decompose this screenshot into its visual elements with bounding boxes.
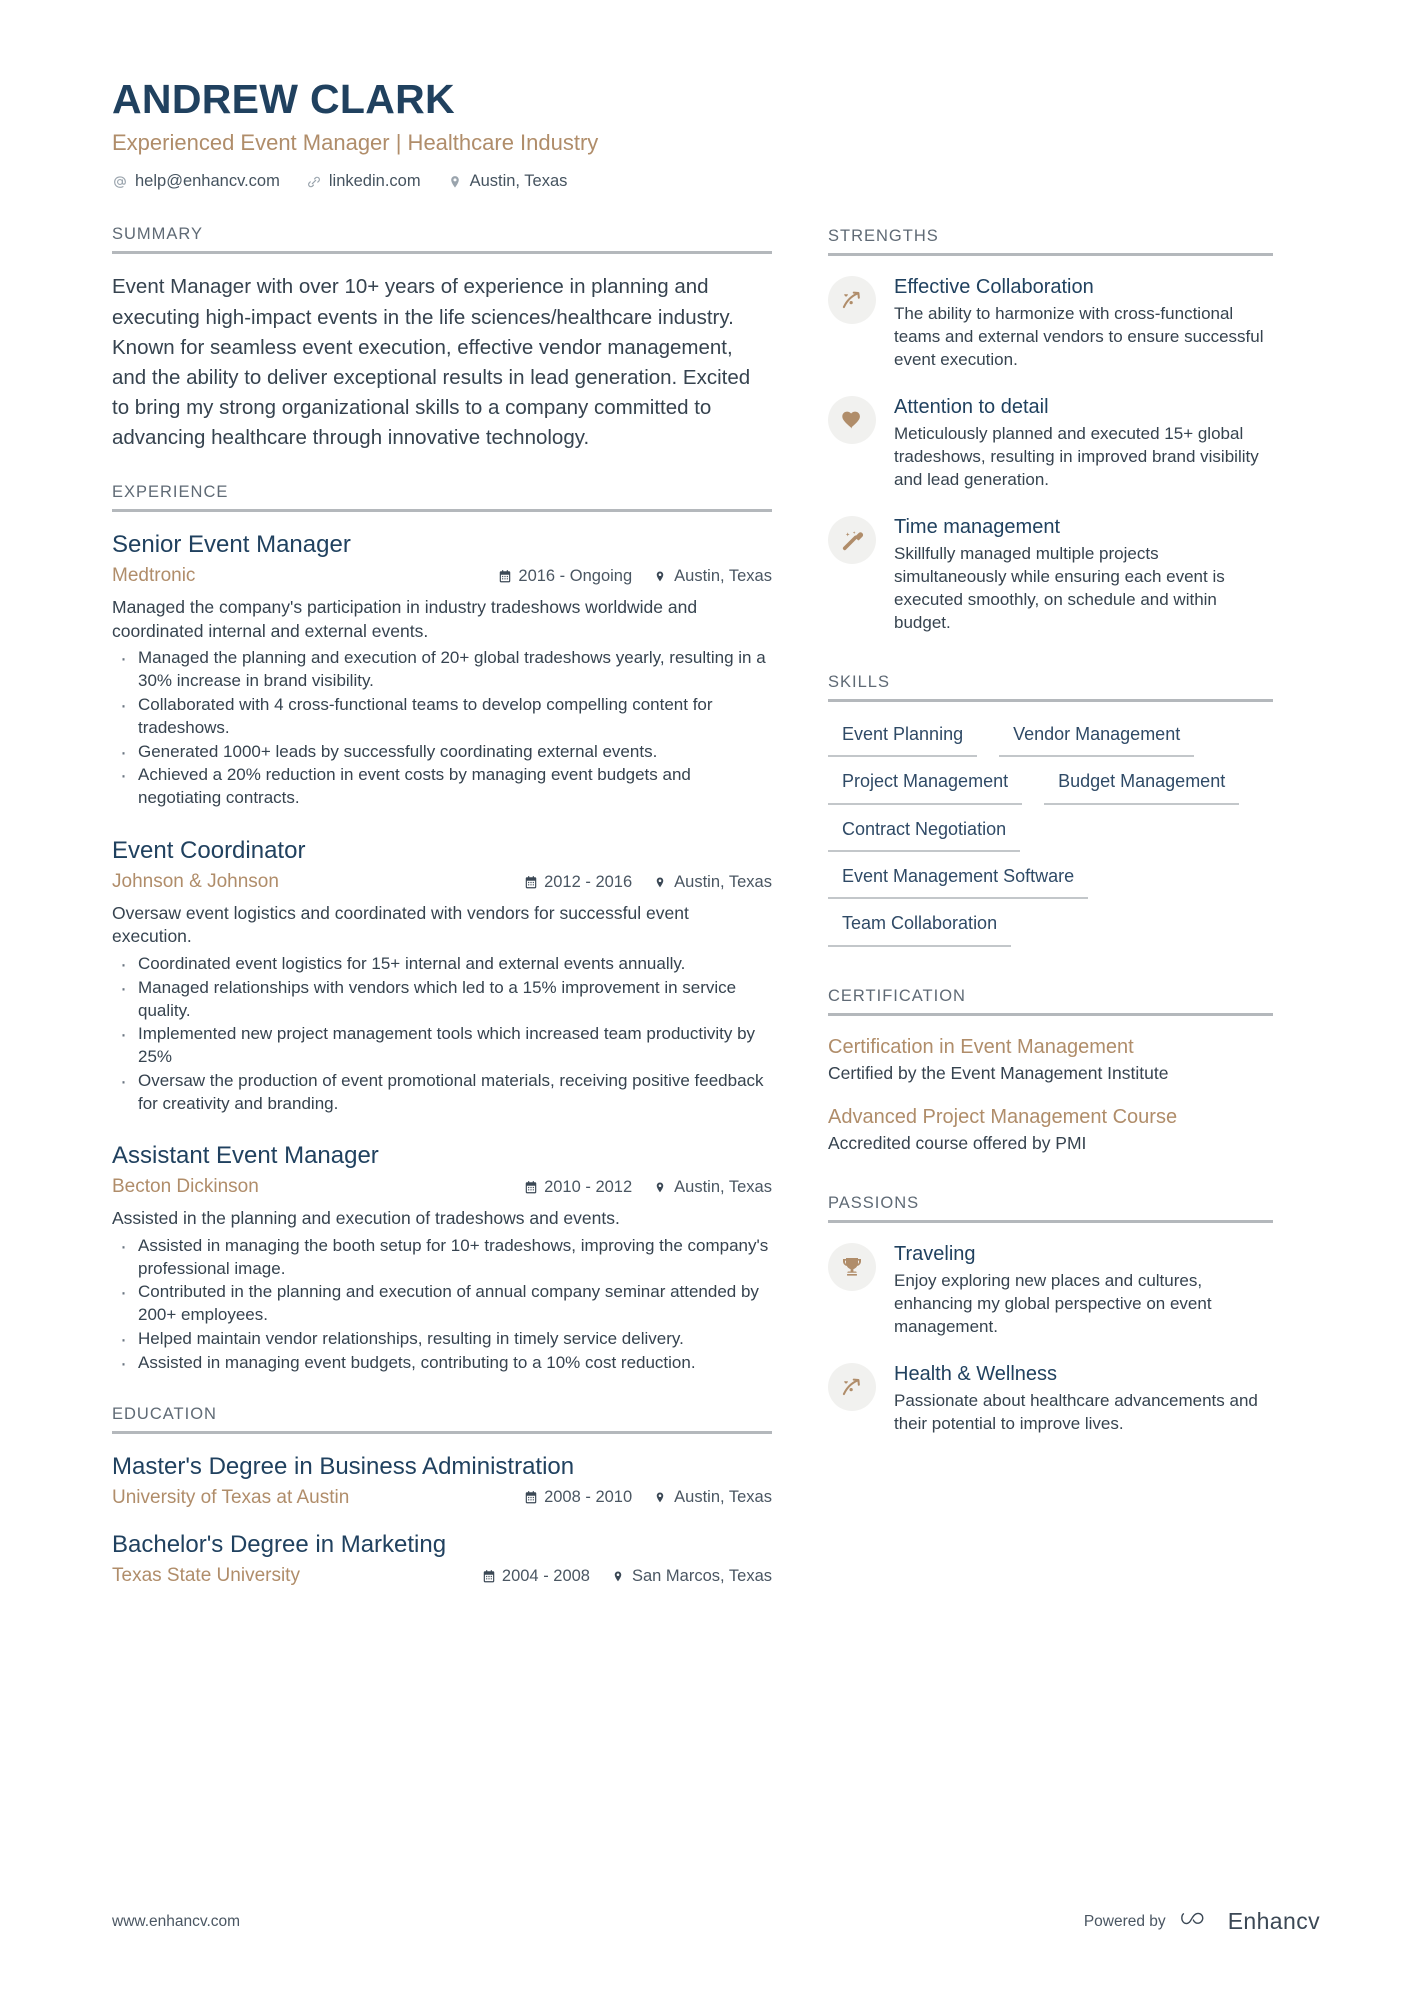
job-meta <box>112 1175 772 1200</box>
job-location <box>654 567 772 586</box>
job-meta <box>112 870 772 895</box>
section-education-title: EDUCATION <box>112 1404 217 1423</box>
job-bullet: · Assisted in managing the booth setup for 10+ tradeshows, improving the company's professional image. <box>112 1235 772 1281</box>
education-location <box>612 1567 772 1586</box>
passion-title: Traveling <box>894 1243 976 1266</box>
education-entry <box>112 1530 772 1589</box>
job-dates-text: 2016 - Ongoing <box>518 567 633 586</box>
passion-title: Health & Wellness <box>894 1363 1058 1386</box>
resume-header <box>112 78 1320 191</box>
summary-text: Event Manager with over 10+ years of experience in planning and executing high-impact events in the life sciences/healthcare industry. Known for seamless event execution, effective vendor management, and the ability to deliver exceptional results in lead generation. Excited to bring my strong organizational skills to a company committed to advancing healthcare through innovative technology. <box>112 275 751 450</box>
section-divider <box>828 253 1273 256</box>
section-passions-title: PASSIONS <box>828 1194 920 1213</box>
experience-entry <box>112 836 772 1116</box>
strength-body <box>894 514 1273 635</box>
job-location-text: Austin, Texas <box>674 567 772 586</box>
job-dates-text: 2010 - 2012 <box>544 1178 633 1197</box>
certification-title: Certification in Event Management <box>828 1035 1134 1058</box>
calendar-icon <box>524 1180 538 1195</box>
job-company: Johnson & Johnson <box>112 870 279 892</box>
education-dates <box>524 1488 632 1507</box>
skills-list <box>828 720 1273 947</box>
job-location-text: Austin, Texas <box>674 872 772 891</box>
contact-linkedin[interactable] <box>306 172 421 191</box>
at-icon <box>112 174 128 190</box>
strength-item <box>828 514 1273 635</box>
section-divider <box>112 251 772 254</box>
section-certification-title: CERTIFICATION <box>828 986 966 1005</box>
job-bullet: · Managed the planning and execution of 20+ global tradeshows yearly, resulting in a 30% increase in brand visibility. <box>112 647 772 693</box>
job-description: Managed the company's participation in industry tradeshows worldwide and coordinated internal and external events. <box>112 596 698 641</box>
job-title: Senior Event Manager <box>112 531 351 559</box>
passion-item <box>828 1241 1273 1339</box>
job-location <box>654 1178 772 1197</box>
section-experience <box>112 483 772 1374</box>
section-summary-title: SUMMARY <box>112 225 204 244</box>
section-education <box>112 1405 772 1589</box>
enhancv-brand <box>1180 1908 1320 1935</box>
education-entry <box>112 1452 772 1511</box>
candidate-headline: Experienced Event Manager | Healthcare Industry <box>112 130 599 156</box>
section-skills-title: SKILLS <box>828 672 890 691</box>
job-bullet: · Achieved a 20% reduction in event costs by managing event budgets and negotiating contracts. <box>112 764 772 810</box>
job-location-text: Austin, Texas <box>674 1178 772 1197</box>
skill-chip[interactable]: Team Collaboration <box>828 909 1011 946</box>
job-bullet: · Helped maintain vendor relationships, resulting in timely service delivery. <box>112 1328 772 1351</box>
education-dates-text: 2008 - 2010 <box>544 1488 633 1507</box>
section-strengths <box>828 227 1273 634</box>
passion-body <box>894 1241 1273 1339</box>
education-meta-right <box>524 1488 772 1507</box>
job-bullet: · Implemented new project management tools which increased team productivity by 25% <box>112 1023 772 1069</box>
footer-website[interactable]: www.enhancv.com <box>112 1912 241 1930</box>
section-divider <box>828 1220 1273 1223</box>
job-meta-right <box>498 567 772 586</box>
magic-wand-icon <box>828 516 876 564</box>
job-dates <box>498 567 632 586</box>
arrow-path-icon <box>828 276 876 324</box>
arrow-path-icon <box>828 1363 876 1411</box>
job-meta-right <box>524 873 772 892</box>
job-bullet: · Oversaw the production of event promotional materials, receiving positive feedback for creativity and branding. <box>112 1070 772 1116</box>
section-skills <box>828 673 1273 947</box>
contact-email[interactable] <box>112 172 280 191</box>
education-dates <box>482 1567 590 1586</box>
certification-item <box>828 1104 1273 1155</box>
job-bullets <box>112 1235 772 1375</box>
location-pin-icon <box>612 1569 626 1584</box>
powered-by-block <box>1084 1908 1320 1935</box>
right-column <box>828 225 1273 1436</box>
calendar-icon <box>524 1490 538 1505</box>
contact-location <box>447 172 568 191</box>
contact-location-text: Austin, Texas <box>469 172 568 191</box>
section-experience-title: EXPERIENCE <box>112 483 229 502</box>
location-pin-icon <box>654 1490 668 1505</box>
strength-description: Skillfully managed multiple projects simultaneously while ensuring each event is executed smoothly, on schedule and within budget. <box>894 544 1225 632</box>
job-meta <box>112 564 772 589</box>
experience-entry <box>112 530 772 810</box>
job-bullet: · Managed relationships with vendors which led to a 15% improvement in service quality. <box>112 977 772 1023</box>
skill-chip[interactable]: Event Planning <box>828 720 977 757</box>
section-divider <box>112 1431 772 1434</box>
job-dates <box>524 1178 632 1197</box>
education-meta <box>112 1564 772 1589</box>
location-pin-icon <box>447 174 463 190</box>
passion-description: Enjoy exploring new places and cultures, enhancing my global perspective on event management. <box>894 1271 1212 1337</box>
certification-issuer: Certified by the Event Management Institute <box>828 1062 1169 1083</box>
job-bullet: · Coordinated event logistics for 15+ internal and external events annually. <box>112 953 772 976</box>
education-location <box>654 1488 772 1507</box>
certification-issuer: Accredited course offered by PMI <box>828 1132 1087 1153</box>
resume-body <box>112 225 1320 1618</box>
job-bullet: · Collaborated with 4 cross-functional teams to develop compelling content for tradeshows. <box>112 694 772 740</box>
education-location-text: San Marcos, Texas <box>631 1567 772 1586</box>
section-strengths-title: STRENGTHS <box>828 227 939 246</box>
passion-description: Passionate about healthcare advancements and their potential to improve lives. <box>894 1391 1258 1434</box>
skill-chip[interactable]: Vendor Management <box>999 720 1194 757</box>
contact-linkedin-text: linkedin.com <box>328 172 421 191</box>
section-certification <box>828 987 1273 1155</box>
skill-chip[interactable]: Event Management Software <box>828 862 1088 899</box>
school-name: University of Texas at Austin <box>112 1486 350 1508</box>
certification-item <box>828 1034 1273 1085</box>
strength-title: Time management <box>894 516 1060 539</box>
calendar-icon <box>524 875 538 890</box>
link-icon <box>306 174 322 190</box>
candidate-name: ANDREW CLARK <box>112 76 455 122</box>
passion-item <box>828 1361 1273 1436</box>
contact-row <box>112 172 1320 191</box>
skill-chip[interactable]: Project Management <box>828 767 1022 804</box>
degree-title: Bachelor's Degree in Marketing <box>112 1531 447 1559</box>
job-bullets <box>112 953 772 1115</box>
strength-body <box>894 394 1273 492</box>
contact-email-text: help@enhancv.com <box>135 172 280 191</box>
job-description: Assisted in the planning and execution of tradeshows and events. <box>112 1208 620 1229</box>
strength-title: Attention to detail <box>894 396 1049 419</box>
experience-entry <box>112 1141 772 1374</box>
location-pin-icon <box>654 569 668 584</box>
education-meta <box>112 1486 772 1511</box>
school-name: Texas State University <box>112 1565 300 1587</box>
resume-footer <box>112 1908 1320 1935</box>
section-divider <box>112 509 772 512</box>
trophy-icon <box>828 1243 876 1291</box>
location-pin-icon <box>654 1180 668 1195</box>
job-bullet: · Assisted in managing event budgets, contributing to a 10% cost reduction. <box>112 1352 772 1375</box>
job-bullet: · Generated 1000+ leads by successfully coordinating external events. <box>112 741 772 764</box>
section-divider <box>828 699 1273 702</box>
calendar-icon <box>498 569 512 584</box>
calendar-icon <box>482 1569 496 1584</box>
strength-title: Effective Collaboration <box>894 276 1094 299</box>
left-column <box>112 225 772 1618</box>
location-pin-icon <box>654 875 668 890</box>
job-meta-right <box>524 1178 772 1197</box>
job-location <box>654 873 772 892</box>
skill-chip[interactable]: Contract Negotiation <box>828 815 1020 852</box>
section-divider <box>828 1013 1273 1016</box>
job-company: Medtronic <box>112 565 196 587</box>
strength-description: Meticulously planned and executed 15+ global tradeshows, resulting in improved brand visibility and lead generation. <box>894 424 1259 490</box>
strength-item <box>828 394 1273 492</box>
skill-chip[interactable]: Budget Management <box>1044 767 1239 804</box>
job-description: Oversaw event logistics and coordinated with vendors for successful event execution. <box>112 902 689 947</box>
enhancv-logo-icon <box>1180 1908 1218 1935</box>
degree-title: Master's Degree in Business Administration <box>112 1452 575 1480</box>
job-dates-text: 2012 - 2016 <box>544 872 633 891</box>
strength-description: The ability to harmonize with cross-functional teams and external vendors to ensure successful event execution. <box>894 304 1264 370</box>
strength-item <box>828 274 1273 372</box>
education-dates-text: 2004 - 2008 <box>501 1567 590 1586</box>
section-summary <box>112 225 772 453</box>
job-title: Event Coordinator <box>112 836 306 864</box>
powered-by-label: Powered by <box>1083 1912 1166 1930</box>
job-dates <box>524 873 632 892</box>
job-title: Assistant Event Manager <box>112 1142 379 1170</box>
section-passions <box>828 1194 1273 1436</box>
passion-body <box>894 1361 1273 1436</box>
enhancv-brand-name: Enhancv <box>1227 1908 1320 1934</box>
education-location-text: Austin, Texas <box>674 1488 772 1507</box>
job-bullet: · Contributed in the planning and execution of annual company seminar attended by 200+ employees. <box>112 1281 772 1327</box>
strength-body <box>894 274 1273 372</box>
job-bullets <box>112 647 772 809</box>
certification-title: Advanced Project Management Course <box>828 1105 1178 1128</box>
education-meta-right <box>482 1567 772 1586</box>
job-company: Becton Dickinson <box>112 1176 259 1198</box>
heart-icon <box>828 396 876 444</box>
